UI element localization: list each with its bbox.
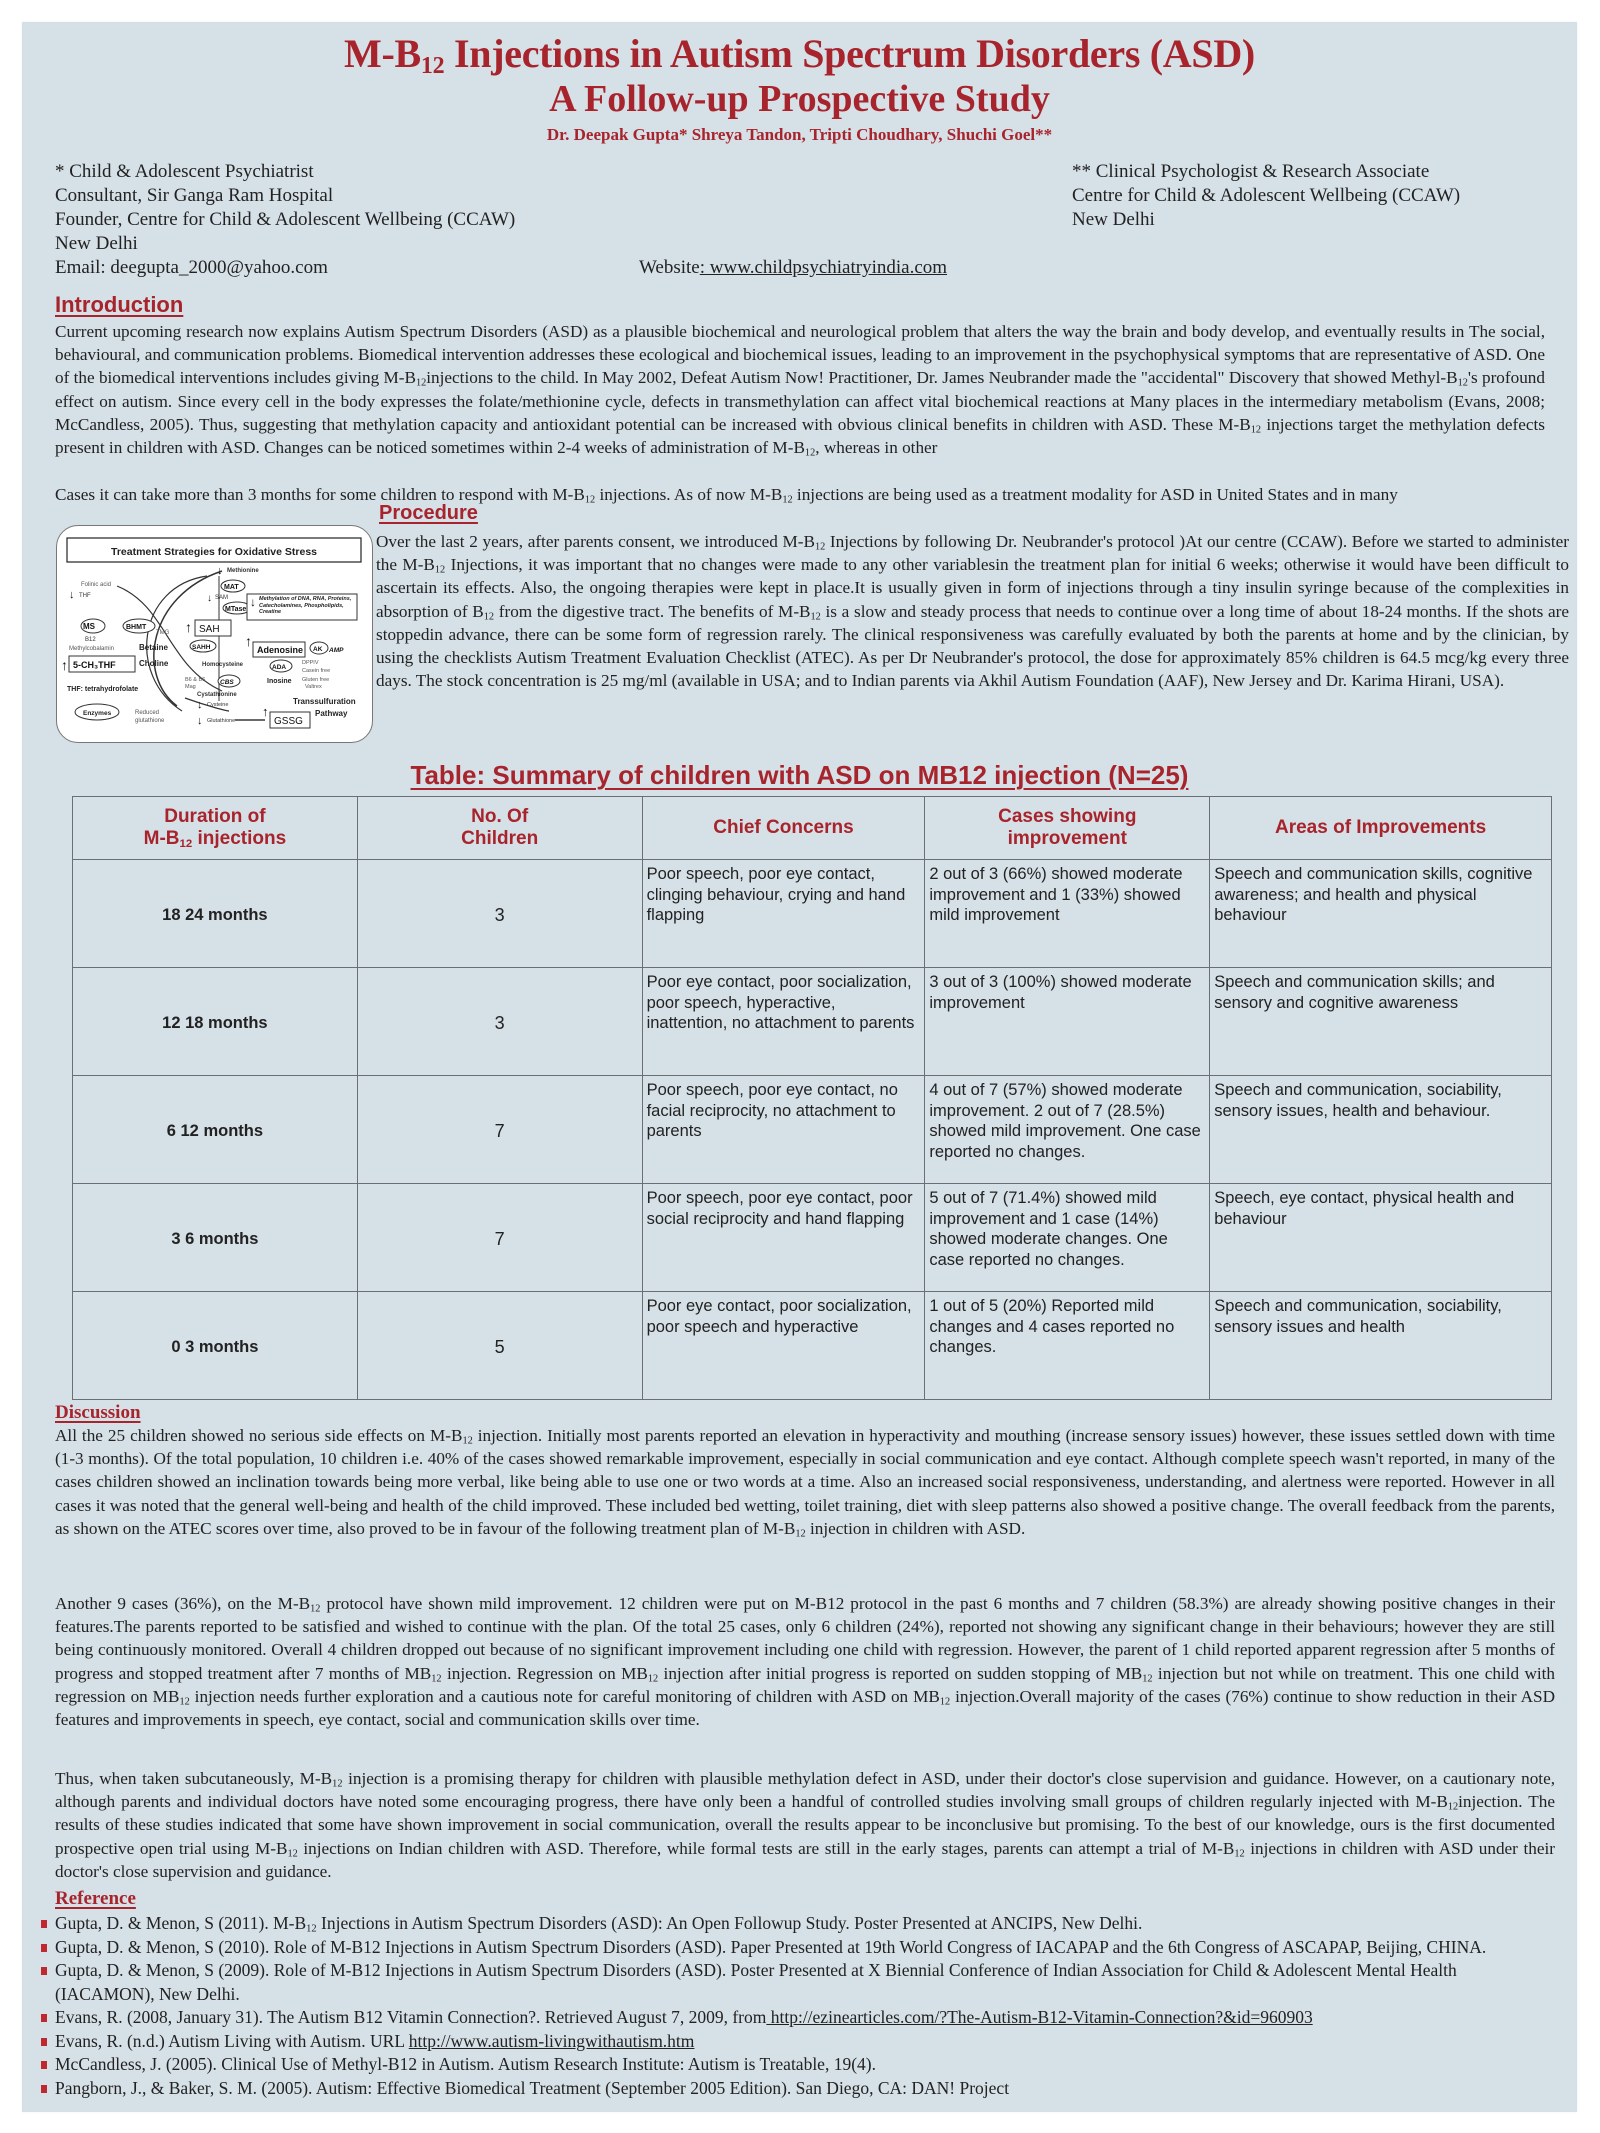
cell-areas: Speech and communication skills; and sensory and cognitive awareness [1210,968,1552,1076]
svg-text:THF: THF [79,593,91,599]
table-row [73,1076,1552,1184]
svg-text:MS: MS [83,622,95,631]
svg-text:Inosine: Inosine [267,678,292,685]
cell-duration: 6 12 months [73,1076,358,1184]
affiliation-left-line: New Delhi [55,233,138,254]
cell-cases: 4 out of 7 (57%) showed moderate improvement. 2 out of 7 (28.5%) showed mild improvement. One case reported no changes. [925,1076,1210,1184]
affiliation-right [1072,160,1460,232]
svg-text:SAH: SAH [199,624,220,635]
discussion-paragraph-1: All the 25 children showed no serious side effects on $M-B_{12}$ injection. Initially most parents reported an elevation in hyperactivity and mouthing (increase sensory issues) however, these issues settled down with time (1-3 months). Of the total population, 10 children i.e. 40% of the cases showed remarkable improvement, especially in social communication and eye contact. Although complete speech wasn't reported, in many of the cases children showed an inclination towards being more verbal, like being able to use one or two words at a time. Also an increased social responsiveness, understanding, and alertness were reported. However in all cases it was noted that the general well-being and health of the child improved. These included bed wetting, toilet training, diet with sleep patterns also showed a positive change. The overall feedback from the parents, as shown on the ATEC scores over time, also proved to be in favour of the following treatment plan of $M-B_{12}$ injection in children with ASD. [55,1426,1555,1540]
svg-text:Enzymes: Enzymes [83,710,112,717]
bullet-icon [41,1967,47,1975]
svg-text:Cystathionine: Cystathionine [197,692,237,698]
cell-duration: 12 18 months [73,968,358,1076]
svg-text:Gluten free: Gluten free [302,677,330,683]
svg-text:Methylcobalamin: Methylcobalamin [69,646,115,652]
discussion-paragraph-3: Thus, when taken subcutaneously, $M-B_{12}$ injection is a promising therapy for children with plausible methylation defect in ASD, under their doctor's close supervision and guidance. However, on a cautionary note, although parents and individual doctors have noted some encouraging progress, there have only been a handful of controlled studies involving small groups of children regularly injected with $M-B_{12}injection$. The results of these studies indicated that some have shown improvement in social communication, overall the results appear to be inconclusive but promising. To the best of our knowledge, ours is the first documented prospective open trial using $M-B_{12}$ injections on Indian children with ASD. Therefore, while formal tests are still in the early stages, parents can attempt a trial of $M-B_{12}$ injections in children with ASD under their doctor's close supervision and guidance. [55,1769,1555,1881]
cell-duration: 18 24 months [73,860,358,968]
procedure-body: Over the last 2 years, after parents consent, we introduced $M-B_{12}$ Injections by following Dr. Neubrander's protocol )At our centre (CCAW). Before we started to administer the $M-B_{12}$ Injections, it was important that no changes were made to any other variablesin the treatment plan for initial 6 weeks; otherwise it would have been difficult to ascertain its effects. Also, the ongoing therapies were kept in place.It is usually given in form of injections through a tiny insulin syringe because of the complexities in absorption of $B_{12}$ from the digestive tract. The benefits of $M-B_{12}$ is a slow and steady process that needs to continue over a long time of about 18-24 months. If the shots are stoppedin advance, there can be some form of regression rarely. The clinical responsiveness was carefully evaluated by both the parents at home and by the clinician, by using the checklists Autism Treatment Evaluation Checklist (ATEC). As per Dr Neubrander's protocol, the dose for approximately 85% children is 64.5 mcg/kg every three days. The stock concentration is 25 mg/ml (available in USA; and to Indian parents via Akhil Autism Foundation (AAF), New Jersey and Dr. Karima Hirani, USA). [376,532,1569,691]
bullet-icon [41,2014,47,2022]
svg-text:CBS: CBS [220,679,234,686]
svg-text:↓: ↓ [69,589,75,601]
reference-item: Gupta, D. & Menon, S (2010). Role of M-B12 Injections in Autism Spectrum Disorders (ASD). Paper Presented at 19th World Congress of IACAPAP and the 6th Congress of ASCAPAP, Beijing, CHINA. [39,1936,1549,1960]
references-list [39,1912,1549,2100]
svg-text:B6 & B6: B6 & B6 [185,677,206,683]
cell-cases: 2 out of 3 (66%) showed moderate improvement and 1 (33%) showed mild improvement [925,860,1210,968]
bullet-icon [41,1920,47,1928]
pathway-diagram-svg: Treatment Strategies for Oxidative Stress Folinic acid ↓ THF MS BHMT TMG B12 Methylcobalamin Betaine Choline ↑ 5-CH₃THF THF: tetrahydrofolate Enzymes Reduced glutathione ↓ Methionine MAT ↓ SAM MTase ↓ Methylation of DNA, RNA, Proteins, Catecholamines, Phospholipids, Creatine ↑ SAH SAHH ↑ Adenosine AK AMP ADA Inosine DPPIV Casein free Gluten free Valtrex Homocysteine B6 & B6 Mag CBS Cystathionine ↓ Cysteine ↓ Glutathione ↑ GSSG Transsulfuration Pathway [57,526,372,742]
cell-areas: Speech and communication skills, cognitive awareness; and health and physical behaviour [1210,860,1552,968]
affiliation-right-line: New Delhi [1072,209,1155,230]
reference-item: Pangborn, J., & Baker, S. M. (2005). Autism: Effective Biomedical Treatment (September 2005 Edition). San Diego, CA: DAN! Project [39,2077,1549,2101]
svg-text:↓: ↓ [197,715,203,727]
table-row [73,968,1552,1076]
cell-areas: Speech and communication, sociability, sensory issues and health [1210,1292,1552,1400]
reference-item: Evans, R. (n.d.) Autism Living with Autism. URL http://www.autism-livingwithautism.htm [39,2030,1549,2054]
cell-children: 7 [357,1184,642,1292]
header-areas: Areas of Improvements [1210,797,1552,860]
website-link[interactable]: : www.childpsychiatryindia.com [699,257,948,278]
discussion-paragraph-2: Another 9 cases (36%), on the $M-B_{12}$ protocol have shown mild improvement. 12 children were put on M-B12 protocol in the past 6 months and 7 children (58.3%) are already showing positive changes in their features.The parents reported to be satisfied and wished to continue with the plan. Of the total 25 cases, only 6 children (24%), reported not showing any significant change in their behaviours; however they are still being continuously monitored. Overall 4 children dropped out because of no significant improvement including one child with regression. However, the parent of 1 child reported apparent regression after 5 months of progress and stopped treatment after 7 months of $MB_{12}$ injection. Regression on $MB_{12}$ injection after initial progress is reported on sudden stopping of $MB_{12}$ injection but not while on treatment. This one child with regression on $MB_{12}$ injection needs further exploration and a cautious note for careful monitoring of children with ASD on $MB_{12}$ injection.Overall majority of the cases (76%) continue to show reduction in their ASD features and improvements in speech, eye contact, social and communication skills over time. [55,1594,1556,1730]
introduction-body-tail: Cases it can take more than 3 months for some children to respond with $M-B_{12}$ injections. As of now $M-B_{12}$ injections are being used as a treatment modality for ASD in United States and in many [55,485,1398,506]
bullet-icon [41,1944,47,1952]
svg-text:MAT: MAT [224,584,239,591]
reference-item: Gupta, D. & Menon, S (2009). Role of M-B12 Injections in Autism Spectrum Disorders (ASD). Poster Presented at X Biennial Conference of Indian Association for Child & Adolescent Mental Health (IACAMON), New Delhi. [39,1959,1549,2006]
discussion-heading: Discussion [55,1402,141,1423]
cell-children: 3 [357,860,642,968]
cell-concerns: Poor speech, poor eye contact, poor social reciprocity and hand flapping [642,1184,925,1292]
header-duration: Duration of $M-B_{12}$ injections [73,797,358,860]
svg-text:B12: B12 [85,637,96,643]
svg-text:MTase: MTase [225,606,247,613]
affiliation-left-line: Consultant, Sir Ganga Ram Hospital [55,185,334,206]
oxidative-stress-diagram [56,525,373,743]
svg-text:Reduced: Reduced [135,710,160,716]
svg-text:GSSG: GSSG [274,716,303,727]
website-label: Website [639,257,700,278]
svg-text:Homocysteine: Homocysteine [202,662,244,668]
svg-text:Treatment Strategies for Oxida: Treatment Strategies for Oxidative Stress [111,546,317,558]
svg-text:↓: ↓ [207,593,212,604]
svg-text:Choline: Choline [139,659,169,668]
svg-text:AMP: AMP [329,647,344,654]
svg-text:Adenosine: Adenosine [257,645,304,655]
header-concerns: Chief Concerns [642,797,925,860]
cell-concerns: Poor speech, poor eye contact, clinging behaviour, crying and hand flapping [642,860,925,968]
svg-text:Mag: Mag [185,684,196,690]
poster-title: $M-B_{12}$ Injections in Autism Spectrum Disorders (ASD) [344,31,1255,79]
table-row [73,860,1552,968]
cell-duration: 3 6 months [73,1184,358,1292]
svg-text:5-CH₃THF: 5-CH₃THF [73,660,116,670]
header-cases: Cases showing improvement [925,797,1210,860]
cell-children: 5 [357,1292,642,1400]
affiliation-left-line: Founder, Centre for Child & Adolescent Wellbeing (CCAW) [55,209,516,230]
svg-text:Cysteine: Cysteine [207,702,229,708]
reference-link[interactable]: http://ezinearticles.com/?The-Autism-B12-Vitamin-Connection?&id=960903 [766,2007,1313,2027]
summary-table [72,796,1552,1400]
cell-cases: 5 out of 7 (71.4%) showed mild improvement and 1 case (14%) showed moderate changes. One case reported no changes. [925,1184,1210,1292]
affiliation-right-line: Centre for Child & Adolescent Wellbeing (CCAW) [1072,185,1461,206]
svg-text:↑: ↑ [245,633,252,649]
svg-text:↑: ↑ [185,619,192,635]
svg-text:TMG: TMG [156,630,170,636]
svg-text:↑: ↑ [61,657,68,673]
reference-item: Evans, R. (2008, January 31). The Autism B12 Vitamin Connection?. Retrieved August 7, 2009, from http://ezinearticles.com/?The-Autism-B12-Vitamin-Connection?&id=960903 [39,2006,1549,2030]
affiliation-right-line: ** Clinical Psychologist & Research Associate [1072,161,1430,182]
authors-line: Dr. Deepak Gupta* Shreya Tandon, Tripti Choudhary, Shuchi Goel** [546,125,1053,144]
cell-areas: Speech, eye contact, physical health and behaviour [1210,1184,1552,1292]
svg-text:Glutathione: Glutathione [207,718,236,724]
bullet-icon [41,2085,47,2093]
cell-children: 3 [357,968,642,1076]
reference-item: Gupta, D. & Menon, S (2011). $M-B_{12}$ Injections in Autism Spectrum Disorders (ASD): An Open Followup Study. Poster Presented at ANCIPS, New Delhi. [39,1912,1549,1936]
bullet-icon [41,2038,47,2046]
svg-text:BHMT: BHMT [126,624,147,631]
cell-duration: 0 3 months [73,1292,358,1400]
table-row [73,1184,1552,1292]
svg-text:SAM: SAM [215,595,229,601]
svg-text:↓: ↓ [217,565,223,577]
cell-concerns: Poor eye contact, poor socialization, poor speech, hyperactive, inattention, no attachment to parents [642,968,925,1076]
table-row [73,1292,1552,1400]
poster [22,22,1577,2112]
introduction-body: Current upcoming research now explains Autism Spectrum Disorders (ASD) as a plausible biochemical and neurological problem that alters the way the brain and body develop, and eventually results in The social, behavioural, and communication problems. Biomedical intervention addresses these ecological and biochemical issues, leading to an improvement in the psychophysical symptoms that are representative of ASD. One of the biomedical interventions includes giving $M-B_{12}injections$ to the child. In May 2002, Defeat Autism Now! Practitioner, Dr. James Neubrander made the "accidental" Discovery that showed Methyl-$B_{12}'s$ profound effect on autism. Since every cell in the body expresses the folate/methionine cycle, defects in transmethylation can affect vital biochemical reactions at Many places in the intermediary metabolism (Evans, 2008; McCandless, 2005). Thus, suggesting that methylation capacity and antioxidant potential can be increased with obvious clinical benefits in children with ASD. These $M-B_{12}$ injections target the methylation defects present in children with ASD. Changes can be noticed sometimes within 2-4 weeks of administration of $M-B_{12}$, whereas in other [55,322,1545,459]
poster-subtitle: A Follow-up Prospective Study [549,78,1050,120]
svg-text:↑: ↑ [262,704,269,719]
svg-text:Pathway: Pathway [315,709,348,718]
reference-item: McCandless, J. (2005). Clinical Use of Methyl-B12 in Autism. Autism Research Institute: Autism is Treatable, 19(4). [39,2053,1549,2077]
procedure-heading: Procedure [379,502,478,524]
svg-text:Folinic acid: Folinic acid [81,582,112,588]
cell-areas: Speech and communication, sociability, sensory issues, health and behaviour. [1210,1076,1552,1184]
email-line: Email: deegupta_2000@yahoo.com [55,257,328,278]
cell-children: 7 [357,1076,642,1184]
svg-text:↓: ↓ [197,699,203,711]
svg-text:SAHH: SAHH [192,644,211,651]
svg-text:AK: AK [313,646,323,653]
svg-text:glutathione: glutathione [135,718,165,724]
table-header-row [73,797,1552,860]
reference-link[interactable]: http://www.autism-livingwithautism.htm [408,2030,695,2051]
cell-cases: 1 out of 5 (20%) Reported mild changes and 4 cases reported no changes. [925,1292,1210,1400]
references-heading: Reference [55,1888,136,1909]
website-line [639,256,947,280]
cell-concerns: Poor speech, poor eye contact, no facial reciprocity, no attachment to parents [642,1076,925,1184]
svg-text:THF: tetrahydrofolate: THF: tetrahydrofolate [67,686,139,693]
introduction-heading: Introduction [55,292,184,317]
bullet-icon [41,2061,47,2069]
svg-text:↓: ↓ [250,595,256,609]
svg-text:Valtrex: Valtrex [305,684,322,690]
svg-text:Betaine: Betaine [139,643,168,652]
affiliation-left [55,160,515,280]
cell-concerns: Poor eye contact, poor socialization, poor speech and hyperactive [642,1292,925,1400]
table-title: Table: Summary of children with ASD on MB12 injection (N=25) [410,760,1189,790]
svg-text:Transsulfuration: Transsulfuration [293,697,356,706]
svg-text:ADA: ADA [272,664,287,671]
svg-text:Methionine: Methionine [227,568,259,574]
cell-cases: 3 out of 3 (100%) showed moderate improvement [925,968,1210,1076]
affiliation-left-line: * Child & Adolescent Psychiatrist [55,161,314,182]
header-children: No. Of Children [357,797,642,860]
svg-text:DPPIV: DPPIV [302,660,319,666]
svg-text:Casein free: Casein free [302,668,331,674]
